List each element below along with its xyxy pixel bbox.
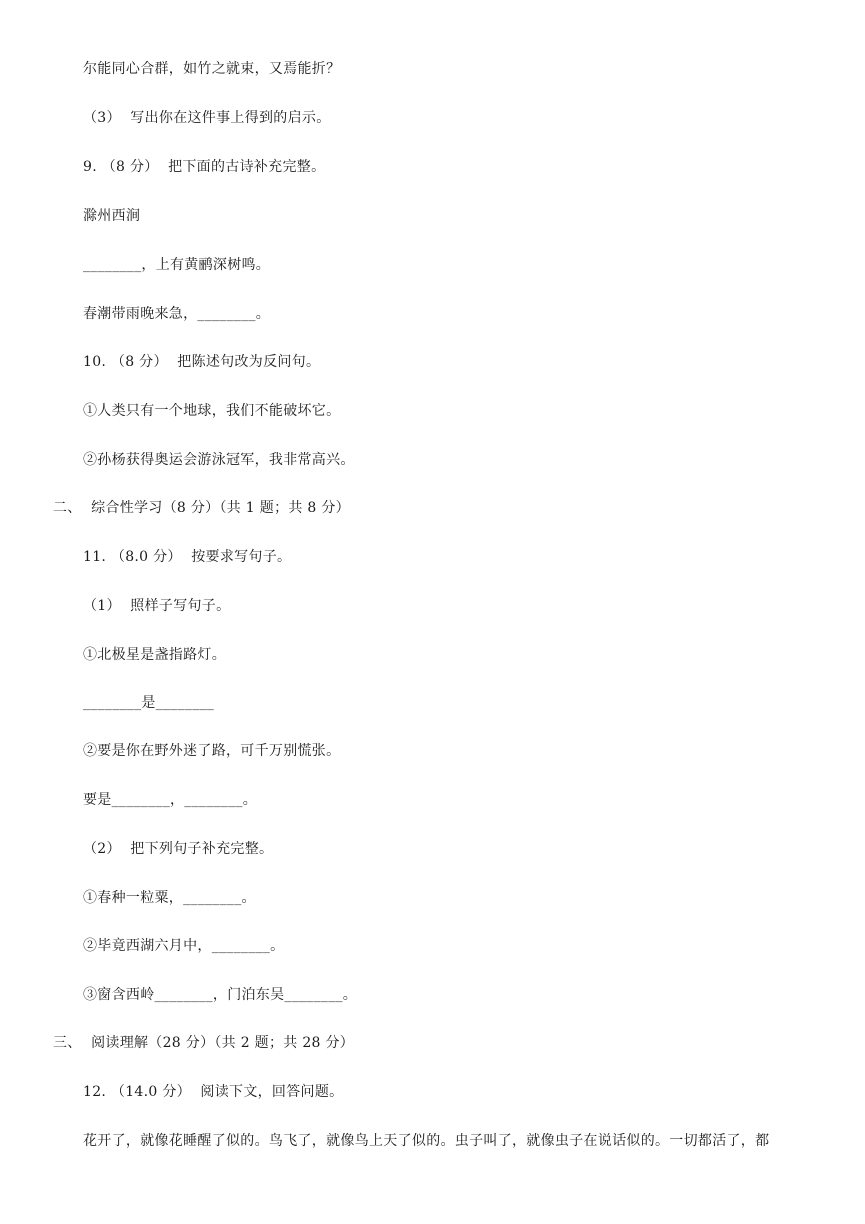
question-11-heading: 11. （8.0 分） 按要求写句子。 <box>83 549 292 565</box>
poem-fill-2: ②毕竟西湖六月中，________。 <box>83 938 285 954</box>
section-3-heading: 三、 阅读理解（28 分）（共 2 题；共 28 分） <box>53 1035 355 1051</box>
subquestion-2-prompt: （2） 把下列句子补充完整。 <box>83 841 274 857</box>
poem-fill-3: ③窗含西岭________，门泊东吴________。 <box>83 987 358 1003</box>
fill-in-line-1: ________是________ <box>83 695 215 711</box>
question-10-heading: 10. （8 分） 把陈述句改为反问句。 <box>83 354 321 370</box>
statement-1: ①人类只有一个地球，我们不能破坏它。 <box>83 403 341 419</box>
subquestion-3-prompt: （3） 写出你在这件事上得到的启示。 <box>83 110 331 126</box>
statement-2: ②孙杨获得奥运会游泳冠军，我非常高兴。 <box>83 452 355 468</box>
poem-fill-1: ①春种一粒粟，________。 <box>83 890 256 906</box>
subquestion-1-prompt: （1） 照样子写句子。 <box>83 598 231 614</box>
poem-line-2: 春潮带雨晚来急，________。 <box>83 306 271 322</box>
question-9-heading: 9. （8 分） 把下面的古诗补充完整。 <box>83 159 326 175</box>
question-12-heading: 12. （14.0 分） 阅读下文，回答问题。 <box>83 1084 344 1100</box>
poem-title: 滁州西涧 <box>83 208 141 224</box>
passage-line: 尔能同心合群，如竹之就束，又焉能折？ <box>83 61 341 77</box>
section-2-heading: 二、 综合性学习（8 分）（共 1 题；共 8 分） <box>53 500 350 516</box>
fill-in-line-2: 要是________，________。 <box>83 792 257 808</box>
poem-line-1: ________，上有黄鹂深树鸣。 <box>83 257 271 273</box>
example-sentence-1: ①北极星是盏指路灯。 <box>83 647 226 663</box>
example-sentence-2: ②要是你在野外迷了路，可千万别慌张。 <box>83 743 341 759</box>
reading-passage-line: 花开了，就像花睡醒了似的。鸟飞了，就像鸟上天了似的。虫子叫了，就像虫子在说话似的。一切都活了，都 <box>83 1133 770 1149</box>
